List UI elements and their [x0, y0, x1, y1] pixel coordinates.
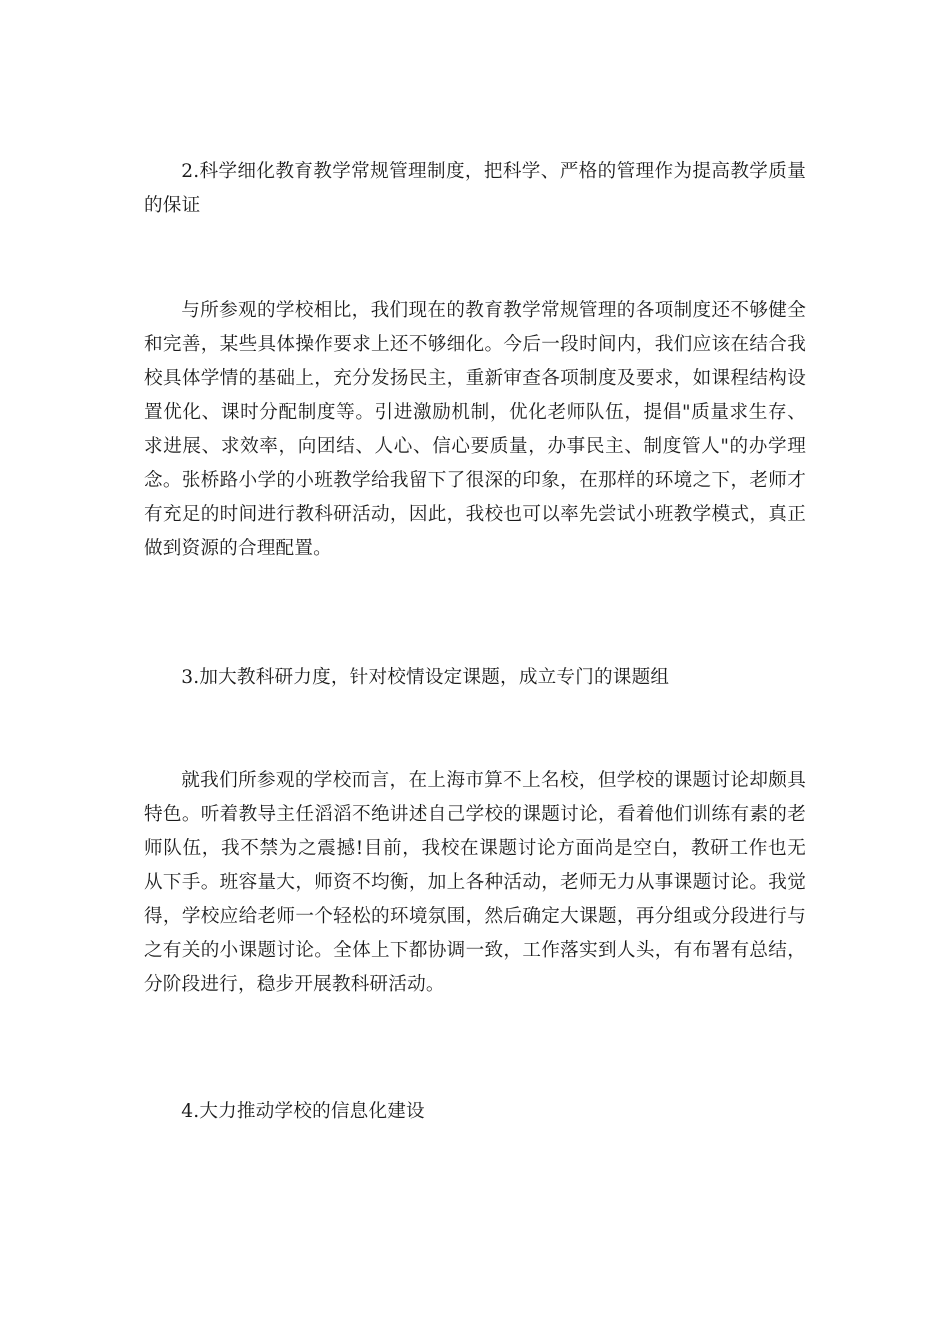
body-paragraph: 就我们所参观的学校而言，在上海市算不上名校，但学校的课题讨论却颇具特色。听着教导主任滔滔不绝讲述自己学校的课题讨论，看着他们训练有素的老师队伍，我不禁为之震撼!目前，我校在课题讨论方面尚是空白，教研工作也无从下手。班容量大，师资不均衡，加上各种活动，老师无力从事课题讨论。我觉得，学校应给老师一个轻松的环境氛围，然后确定大课题，再分组或分段进行与之有关的小课题讨论。全体上下都协调一致，工作落实到人头，有布署有总结，分阶段进行，稳步开展教科研活动。 — [144, 770, 806, 995]
body-paragraph: 与所参观的学校相比，我们现在的教育教学常规管理的各项制度还不够健全和完善，某些具体操作要求上还不够细化。今后一段时间内，我们应该在结合我校具体学情的基础上，充分发扬民主，重新审查各项制度及要求，如课程结构设置优化、课时分配制度等。引进激励机制，优化老师队伍，提倡"质量求生存、求进展、求效率，向团结、人心、信心要质量，办事民主、制度管人"的办学理念。张桥路小学的小班教学给我留下了很深的印象，在那样的环境之下，老师才有充足的时间进行教科研活动，因此，我校也可以率先尝试小班教学模式，真正做到资源的合理配置。 — [144, 300, 806, 559]
section-heading-2: 2.科学细化教育教学常规管理制度，把科学、严格的管理作为提高教学质量的保证 — [144, 161, 806, 216]
section-heading-3: 3.加大教科研力度，针对校情设定课题，成立专门的课题组 — [181, 667, 670, 688]
section-heading-4: 4.大力推动学校的信息化建设 — [181, 1101, 425, 1122]
